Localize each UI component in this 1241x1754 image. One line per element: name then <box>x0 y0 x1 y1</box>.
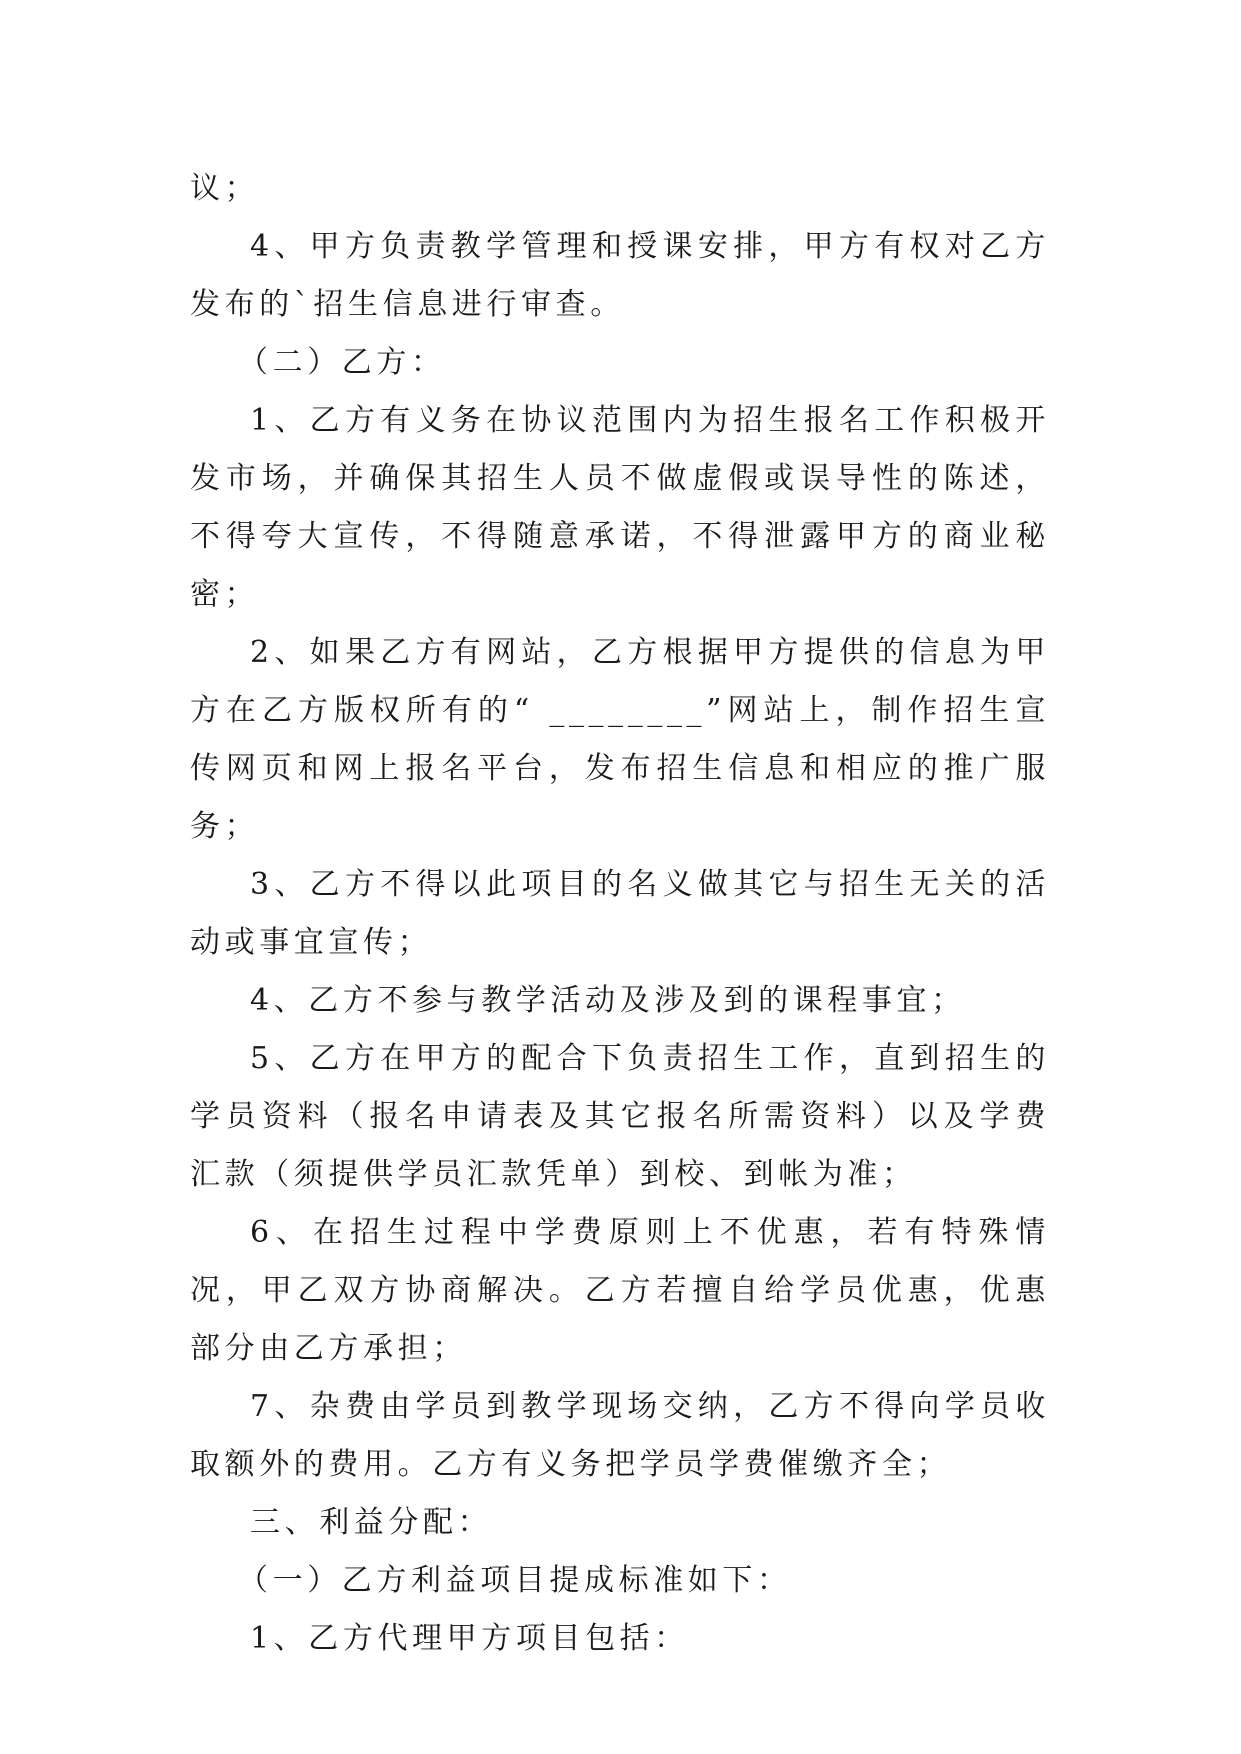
subsection-heading-commission-standard: （一）乙方利益项目提成标准如下： <box>238 1563 792 1598</box>
paragraph-agency-projects: 1、乙方代理甲方项目包括： <box>250 1621 689 1656</box>
paragraph-party-b-item-1: 1、乙方有义务在协议范围内为招生报名工作积极开发市场，并确保其招生人员不做虚假或误导性的陈述，不得夸大宣传，不得随意承诺，不得泄露甲方的商业秘密； <box>190 403 1050 612</box>
section-heading-profit-distribution: 三、利益分配： <box>250 1505 493 1540</box>
section-heading-party-b: （二）乙方： <box>238 345 446 380</box>
paragraph-party-b-item-5: 5、乙方在甲方的配合下负责招生工作，直到招生的学员资料（报名申请表及其它报名所需资料）以及学费汇款（须提供学员汇款凭单）到校、到帐为准； <box>190 1041 1050 1192</box>
paragraph-continuation: 议； <box>190 171 260 206</box>
paragraph-party-b-item-6: 6、在招生过程中学费原则上不优惠，若有特殊情况，甲乙双方协商解决。乙方若擅自给学员优惠，优惠部分由乙方承担； <box>190 1215 1050 1366</box>
paragraph-party-b-item-7: 7、杂费由学员到教学现场交纳，乙方不得向学员收取额外的费用。乙方有义务把学员学费催缴齐全； <box>190 1389 1050 1482</box>
paragraph-party-a-item-4: 4、甲方负责教学管理和授课安排，甲方有权对乙方发布的`招生信息进行审查。 <box>190 229 1050 322</box>
paragraph-party-b-item-3: 3、乙方不得以此项目的名义做其它与招生无关的活动或事宜宣传； <box>190 867 1050 960</box>
document-page <box>190 160 1050 1668</box>
paragraph-party-b-item-4: 4、乙方不参与教学活动及涉及到的课程事宜； <box>250 983 966 1018</box>
paragraph-party-b-item-2: 2、如果乙方有网站，乙方根据甲方提供的信息为甲方在乙方版权所有的“ ________”网站上，制作招生宣传网页和网上报名平台，发布招生信息和相应的推广服务； <box>190 635 1050 844</box>
